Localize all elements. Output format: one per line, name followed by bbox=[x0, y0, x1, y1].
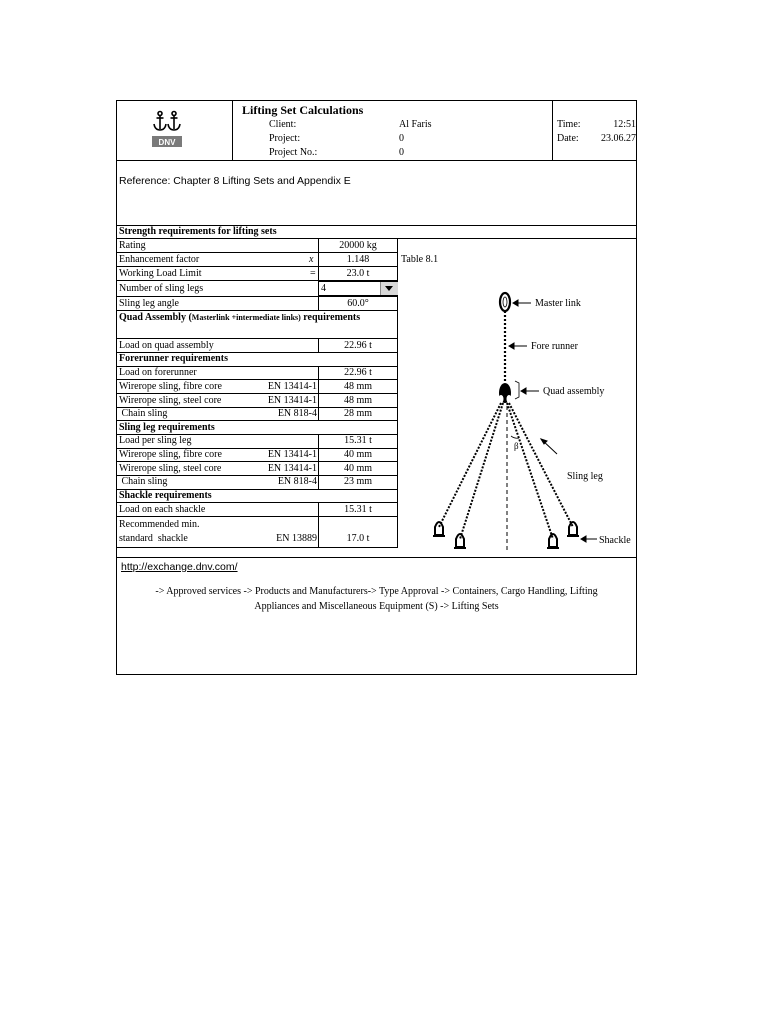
recommended-shackle-value: 17.0 t bbox=[346, 533, 370, 544]
project-number-value: 0 bbox=[399, 147, 404, 158]
quad-assembly bbox=[499, 383, 512, 403]
arrow-icon bbox=[509, 300, 597, 542]
recommended-shackle-label-2: standard shackle bbox=[119, 533, 188, 544]
wll-label: Working Load Limit bbox=[119, 268, 202, 279]
approval-path-line-2: Appliances and Miscellaneous Equipment (S) -> Lifting Sets bbox=[254, 601, 499, 612]
client-label: Client: bbox=[269, 119, 297, 130]
forerunner-row-standard: EN 13414-1 bbox=[267, 381, 317, 392]
project-label: Project: bbox=[269, 133, 301, 144]
master-link-label: Master link bbox=[535, 298, 581, 309]
forerunner-row-value: 28 mm bbox=[343, 408, 373, 419]
quad-load-value: 22.96 t bbox=[344, 340, 372, 351]
forerunner-row-label: Chain sling bbox=[119, 408, 168, 419]
shackle-load-value: 15.31 t bbox=[344, 504, 372, 515]
project-value: 0 bbox=[399, 133, 404, 144]
approval-path-line-1: -> Approved services -> Products and Manufacturers-> Type Approval -> Containers, Cargo Handling, Lifting bbox=[155, 586, 598, 597]
enhancement-operator: x bbox=[309, 254, 314, 265]
sling-leg-row-label: Wirerope sling, fibre core bbox=[119, 449, 222, 460]
project-number-label: Project No.: bbox=[269, 147, 318, 158]
forerunner-row-label: Wirerope sling, fibre core bbox=[119, 381, 222, 392]
recommended-shackle-standard: EN 13889 bbox=[276, 533, 317, 544]
header-divider bbox=[552, 101, 553, 161]
beta-label: β bbox=[514, 441, 519, 451]
page-title: Lifting Set Calculations bbox=[242, 103, 364, 117]
sling-leg-row-value: 40 mm bbox=[343, 449, 373, 460]
wll-operator: = bbox=[310, 268, 316, 279]
shackle-title: Shackle requirements bbox=[119, 490, 212, 501]
header-divider bbox=[232, 101, 233, 161]
sling-leg-row-label: Load per sling leg bbox=[119, 435, 192, 446]
forerunner-row-label: Load on forerunner bbox=[119, 367, 197, 378]
sling-leg-row-standard: EN 13414-1 bbox=[267, 463, 317, 474]
sling-leg-row-value: 23 mm bbox=[343, 476, 373, 487]
sling-leg-row-value: 40 mm bbox=[343, 463, 373, 474]
shackle-icon bbox=[433, 522, 579, 548]
dnv-logo bbox=[152, 110, 182, 148]
forerunner-row-value: 22.96 t bbox=[344, 367, 372, 378]
sling-angle-value[interactable]: 60.0° bbox=[347, 298, 369, 309]
forerunner-row-label: Wirerope sling, steel core bbox=[119, 395, 222, 406]
shackle-label: Shackle bbox=[599, 535, 631, 546]
sling-legs-label: Number of sling legs bbox=[119, 283, 204, 294]
time-label: Time: bbox=[557, 119, 581, 130]
section-strength-title: Strength requirements for lifting sets bbox=[119, 226, 277, 237]
enhancement-value[interactable]: 1.148 bbox=[346, 254, 370, 265]
svg-text:DNV: DNV bbox=[158, 138, 176, 147]
client-value: Al Faris bbox=[399, 119, 432, 130]
recommended-shackle-label: Recommended min. bbox=[119, 519, 200, 530]
rating-value[interactable]: 20000 kg bbox=[339, 240, 377, 251]
lifting-set-diagram bbox=[427, 281, 636, 561]
shackle-load-label: Load on each shackle bbox=[119, 504, 206, 515]
forerunner-title: Forerunner requirements bbox=[119, 353, 228, 364]
date-label: Date: bbox=[557, 133, 579, 144]
quad-assembly-title: Quad Assembly (Masterlink +intermediate links) requirements bbox=[119, 312, 361, 323]
dropdown-button[interactable] bbox=[380, 282, 398, 295]
forerunner-row-value: 48 mm bbox=[343, 381, 373, 392]
enhancement-label: Enhancement factor bbox=[119, 254, 200, 265]
sling-leg-label: Sling leg bbox=[567, 471, 603, 482]
sling-leg-row-label: Wirerope sling, steel core bbox=[119, 463, 222, 474]
dnv-exchange-link[interactable]: http://exchange.dnv.com/ bbox=[121, 561, 238, 573]
header-bottom-rule bbox=[117, 160, 636, 161]
sling-legs-value: 4 bbox=[321, 283, 326, 294]
date-value: 23.06.27 bbox=[601, 133, 636, 144]
footer-rule bbox=[117, 557, 636, 558]
quad-load-label: Load on quad assembly bbox=[119, 340, 214, 351]
calculation-sheet bbox=[116, 100, 637, 675]
sling-legs-select[interactable] bbox=[318, 281, 398, 296]
master-link bbox=[500, 293, 510, 311]
forerunner-row-standard: EN 13414-1 bbox=[267, 395, 317, 406]
sling-legs bbox=[439, 403, 573, 539]
enhancement-note: Table 8.1 bbox=[401, 254, 439, 265]
sling-leg-row-value: 15.31 t bbox=[344, 435, 372, 446]
forerunner-row-standard: EN 818-4 bbox=[277, 408, 317, 419]
quad-assembly-label: Quad assembly bbox=[543, 386, 605, 397]
rating-label: Rating bbox=[119, 240, 146, 251]
time-value: 12:51 bbox=[613, 119, 636, 130]
dnv-anchor-icon bbox=[152, 110, 182, 148]
sling-leg-row-standard: EN 13414-1 bbox=[267, 449, 317, 460]
forerunner-row-value: 48 mm bbox=[343, 395, 373, 406]
chevron-down-icon bbox=[381, 282, 398, 295]
fore-runner-label: Fore runner bbox=[531, 341, 578, 352]
sling-leg-row-standard: EN 818-4 bbox=[277, 476, 317, 487]
wll-value: 23.0 t bbox=[346, 268, 370, 279]
reference-text: Reference: Chapter 8 Lifting Sets and Appendix E bbox=[119, 175, 351, 187]
sling-leg-title: Sling leg requirements bbox=[119, 422, 215, 433]
sling-angle-label: Sling leg angle bbox=[119, 298, 179, 309]
sling-leg-row-label: Chain sling bbox=[119, 476, 168, 487]
